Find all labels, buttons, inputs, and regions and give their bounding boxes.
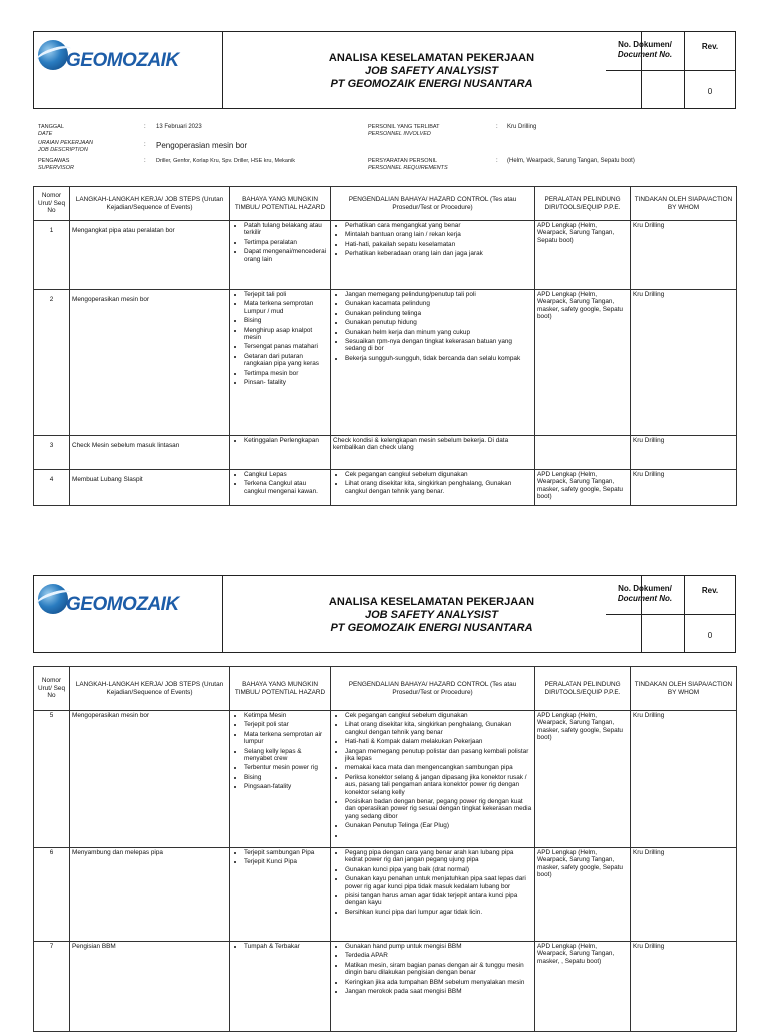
action-by: Kru Drilling (631, 848, 737, 942)
control-item: • Perhatikan cara mengangkat yang benar (345, 222, 532, 229)
jsa-page-1 (33, 31, 736, 511)
jsa-table-2 (33, 666, 737, 1032)
hazard-control (331, 221, 535, 290)
job-step: Mengoperasikan mesin bor (70, 711, 230, 848)
control-item: • Terdedia APAR (345, 952, 532, 959)
control-item: • Bersihkan kunci pipa dari lumpur agar tidak licin. (345, 909, 532, 916)
hazard-list (232, 437, 328, 444)
hazard-item: • Tersengat panas matahari (244, 343, 328, 350)
ppe: APD Lengkap (Helm, Wearpack, Sarung Tangan, masker, safety google, Sepatu boot) (535, 711, 631, 848)
col-header-seq-no: Nomor Urut/ Seq No (34, 187, 70, 221)
revision-label: Rev. (701, 586, 719, 595)
hazard-control (331, 290, 535, 436)
revision-value: 0 (707, 87, 713, 96)
personil-label: PERSONIL YANG TERLIBAT PERSONNEL INVOLVED (368, 124, 440, 137)
hazard-item: • Pingsaan-fatality (244, 783, 328, 790)
ppe: APD Lengkap (Helm, Wearpack, Sarung Tangan, masker, , Sepatu boot) (535, 942, 631, 1032)
hazard-item: • Terbentur mesin power rig (244, 764, 328, 771)
hazard-item: • Bising (244, 317, 328, 324)
action-by: Kru Drilling (631, 221, 737, 290)
control-item: • Gunakan Penutup Telinga (Ear Plug) (345, 822, 532, 829)
hazard-list (232, 849, 328, 866)
hazard-item: • Mata terkena semprotan Lumpur / mud (244, 300, 328, 315)
control-item: • Jangan memegang penutup polistar dan pasang kembali polistar jika lepas (345, 748, 532, 763)
ppe: APD Lengkap (Helm, Wearpack, Sarung Tangan, masker, safety google, Sepatu boot) (535, 470, 631, 506)
hazard-list (232, 291, 328, 386)
control-item: • Gunakan kayu penahan untuk menjatuhkan pipa saat lepas dari power rig agar kunci pipa tidak masuk kedalam lubang bor (345, 875, 532, 890)
potential-hazard (230, 221, 331, 290)
job-step: Menyambung dan melepas pipa (70, 848, 230, 942)
title-line-2: JOB SAFETY ANALYSIST (364, 609, 499, 621)
control-text: Check kondisi & kelengkapan mesin sebelum bekerja. Di data kembalikan dan check ulang (333, 437, 509, 452)
control-item: • Gunakan pelindung telinga (345, 310, 532, 317)
hazard-item: • Cangkul Lepas (244, 471, 328, 478)
control-item: • Sesuaikan rpm-nya dengan tingkat kekerasan batuan yang sedang di bor (345, 338, 532, 353)
hazard-item: • Patah tulang belakang atau terkilir (244, 222, 328, 237)
table-row (34, 942, 737, 1032)
hazard-item: • Tertimpa mesin bor (244, 370, 328, 377)
action-by: Kru Drilling (631, 711, 737, 848)
seq-number: 2 (34, 290, 70, 436)
document-number-cell (606, 576, 685, 652)
control-item: • Gunakan hand pump untuk mengisi BBM (345, 943, 532, 950)
control-item: • Cek pegangan cangkul sebelum digunakan (345, 712, 532, 719)
ppe: APD Lengkap (Helm, Wearpack, Sarung Tangan, Sepatu boot) (535, 221, 631, 290)
hazard-list (232, 471, 328, 495)
title-line-3: PT GEOMOZAIK ENERGI NUSANTARA (330, 78, 533, 90)
company-logo (34, 32, 223, 108)
potential-hazard (230, 470, 331, 506)
document-title (222, 32, 642, 108)
revision-cell (684, 576, 736, 652)
control-item: • Gunakan penutup hidung (345, 319, 532, 326)
revision-cell (684, 32, 736, 108)
persyaratan-label: PERSYARATAN PERSONIL PERSONNEL REQUIREMENTS (368, 158, 448, 171)
hazard-item: • Terjepit sambungan Pipa (244, 849, 328, 856)
document-header (33, 31, 736, 109)
potential-hazard (230, 711, 331, 848)
hazard-item: • Tumpah & Terbakar (244, 943, 328, 950)
table-row (34, 436, 737, 470)
hazard-list (232, 222, 328, 263)
hazard-control (331, 848, 535, 942)
hazard-item: • Pinsan- fatality (244, 379, 328, 386)
control-item: • Gunakan helm kerja dan minum yang cukup (345, 329, 532, 336)
action-by: Kru Drilling (631, 942, 737, 1032)
table-row (34, 290, 737, 436)
hazard-item: • Ketimpa Mesin (244, 712, 328, 719)
document-title (222, 576, 642, 652)
document-number-label: No. Dokumen/ Document No. (617, 584, 673, 603)
personil-value: Kru Drilling (507, 124, 537, 130)
control-item (345, 832, 532, 839)
potential-hazard (230, 290, 331, 436)
control-list (333, 291, 532, 362)
document-number-cell (606, 32, 685, 108)
document-number-label: No. Dokumen/ Document No. (617, 40, 673, 59)
col-header-hazard-control: PENGENDALIAN BAHAYA/ HAZARD CONTROL (Tes atau Prosedur/Test or Procedure) (331, 187, 535, 221)
tanggal-colon: : (144, 124, 146, 130)
control-item: • Posisikan badan dengan benar, pegang power rig dengan kuat dan operasikan power rig sesuai dengan tingkat kekerasan media yang sedang dibor (345, 798, 532, 820)
control-item: • Pegang pipa dengan cara yang benar arah kan lubang pipa kedrat power rig dan jangan pegang ujung pipa (345, 849, 532, 864)
hazard-item: • Ketinggalan Perlengkapan (244, 437, 328, 444)
tanggal-label: TANGGAL DATE (38, 124, 64, 137)
persyaratan-colon: : (496, 158, 498, 164)
control-list (333, 943, 532, 995)
hazard-control (331, 711, 535, 848)
ppe: APD Lengkap (Helm, Wearpack, Sarung Tangan, masker, safety google, Sepatu boot) (535, 290, 631, 436)
hazard-item: • Bising (244, 774, 328, 781)
uraian-value: Pengoperasian mesin bor (156, 141, 248, 150)
document-header (33, 575, 736, 653)
ppe: APD Lengkap (Helm, Wearpack, Sarung Tangan, masker, safety google, Sepatu boot) (535, 848, 631, 942)
hazard-item: • Selang kelly lepas & menyabet crew (244, 748, 328, 763)
tanggal-value: 13 Februari 2023 (156, 124, 202, 130)
action-by: Kru Drilling (631, 470, 737, 506)
control-item: • Hati-hati, pakailah sepatu keselamatan (345, 241, 532, 248)
revision-value: 0 (707, 631, 713, 640)
hazard-item: • Getaran dari putaran rangkaian pipa yang keras (244, 353, 328, 368)
hazard-item: • Terjepit poli star (244, 721, 328, 728)
control-item: • Keringkan jika ada tumpahan BBM sebelum menyalakan mesin (345, 979, 532, 986)
col-header-ppe: PERALATAN PELINDUNG DIRI/TOOLS/EQUIP P.P.E. (535, 667, 631, 711)
uraian-colon: : (144, 142, 146, 148)
col-header-ppe: PERALATAN PELINDUNG DIRI/TOOLS/EQUIP P.P.E. (535, 187, 631, 221)
title-line-1: ANALISA KESELAMATAN PEKERJAAN (328, 52, 535, 64)
control-item: • Cek pegangan cangkul sebelum digunakan (345, 471, 532, 478)
job-step: Membuat Lubang Slaspit (70, 470, 230, 506)
seq-number: 6 (34, 848, 70, 942)
col-header-action-by: TINDAKAN OLEH SIAPA/ACTION BY WHOM (631, 187, 737, 221)
control-list (333, 849, 532, 916)
hazard-control (331, 436, 535, 470)
control-item: • Mintalah bantuan orang lain / rekan kerja (345, 231, 532, 238)
hazard-item: • Terkena Cangkul atau cangkul mengenai kawan. (244, 480, 328, 495)
control-item: • Gunakan kunci pipa yang baik (drat normal) (345, 866, 532, 873)
seq-number: 3 (34, 436, 70, 470)
jsa-page-2 (33, 575, 736, 1024)
table-row (34, 470, 737, 506)
control-item: • Hati-hati & Kompak dalam melakukan Pekerjaan (345, 738, 532, 745)
hazard-item: • Dapat mengenai/mencederai orang lain (244, 248, 328, 263)
col-header-job-steps: LANGKAH-LANGKAH KERJA/ JOB STEPS (Urutan Kejadian/Sequence of Events) (70, 667, 230, 711)
control-list (333, 222, 532, 258)
control-item: • Lihat orang disekitar kita, singkirkan penghalang, Gunakan cangkul dengan tehnik yang benar (345, 721, 532, 736)
hazard-list (232, 712, 328, 791)
table-row (34, 221, 737, 290)
company-logo (34, 576, 223, 652)
jsa-table-1 (33, 186, 737, 506)
pengawas-colon: : (144, 158, 146, 164)
persyaratan-value: (Helm, Wearpack, Sarung Tangan, Sepatu boot) (507, 158, 635, 164)
seq-number: 1 (34, 221, 70, 290)
job-step: Mengoperasikan mesin bor (70, 290, 230, 436)
table-row (34, 848, 737, 942)
job-step: Check Mesin sebelum masuk lintasan (70, 436, 230, 470)
control-item: • Matikan mesin, siram bagian panas dengan air & tunggu mesin dingin baru dilakukan pengisian dengan benar (345, 962, 532, 977)
title-line-2: JOB SAFETY ANALYSIST (364, 65, 499, 77)
hazard-item: • Terjepit Kunci Pipa (244, 858, 328, 865)
hazard-item: • Mata terkena semprotan air lumpur (244, 731, 328, 746)
control-item: • pisisi tangan harus aman agar tidak terjepit antara kunci pipa dengan kayu (345, 892, 532, 907)
pengawas-value: Driller, Genfor, Korlap Kru, Spv. Driller, HSE kru, Mekanik (156, 158, 295, 164)
col-header-potential-hazard: BAHAYA YANG MUNGKIN TIMBUL/ POTENTIAL HAZARD (230, 667, 331, 711)
potential-hazard (230, 436, 331, 470)
col-header-hazard-control: PENGENDALIAN BAHAYA/ HAZARD CONTROL (Tes atau Prosedur/Test or Procedure) (331, 667, 535, 711)
hazard-item: • Terjepit tali poli (244, 291, 328, 298)
hazard-item: • Tertimpa peralatan (244, 239, 328, 246)
control-item: • Jangan memegang pelindung/penutup tali poli (345, 291, 532, 298)
action-by: Kru Drilling (631, 436, 737, 470)
control-list (333, 471, 532, 495)
seq-number: 5 (34, 711, 70, 848)
control-item: • Bekerja sungguh-sungguh, tidak bercanda dan selalu kompak (345, 355, 532, 362)
col-header-job-steps: LANGKAH-LANGKAH KERJA/ JOB STEPS (Urutan Kejadian/Sequence of Events) (70, 187, 230, 221)
revision-label: Rev. (701, 42, 719, 51)
title-line-3: PT GEOMOZAIK ENERGI NUSANTARA (330, 622, 533, 634)
potential-hazard (230, 942, 331, 1032)
pengawas-label: PENGAWAS SUPERVISOR (38, 158, 74, 171)
action-by: Kru Drilling (631, 290, 737, 436)
job-step: Mengangkat pipa atau peralatan bor (70, 221, 230, 290)
hazard-control (331, 470, 535, 506)
control-item: • Periksa konektor selang & jangan dipasang jika konektor rusak / aus, pasang tali pengaman antara konektor power rig dengan konektor selang kelly (345, 774, 532, 796)
seq-number: 4 (34, 470, 70, 506)
hazard-control (331, 942, 535, 1032)
control-item: • Perhatikan keberadaan orang lain dan jaga jarak (345, 250, 532, 257)
control-list (333, 712, 532, 839)
seq-number: 7 (34, 942, 70, 1032)
control-item: • Jangan merokok pada saat mengisi BBM (345, 988, 532, 995)
col-header-action-by: TINDAKAN OLEH SIAPA/ACTION BY WHOM (631, 667, 737, 711)
control-item: • Lihat orang disekitar kita, singkirkan penghalang, Gunakan cangkul dengan tehnik yang benar. (345, 480, 532, 495)
control-item: • memakai kaca mata dan mengencangkan sambungan pipa (345, 764, 532, 771)
col-header-seq-no: Nomor Urut/ Seq No (34, 667, 70, 711)
potential-hazard (230, 848, 331, 942)
col-header-potential-hazard: BAHAYA YANG MUNGKIN TIMBUL/ POTENTIAL HAZARD (230, 187, 331, 221)
control-item: • Gunakan kacamata pelindung (345, 300, 532, 307)
table-row (34, 711, 737, 848)
ppe (535, 436, 631, 470)
company-name: GEOMOZAIK (66, 50, 179, 71)
job-step: Pengisian BBM (70, 942, 230, 1032)
company-name: GEOMOZAIK (66, 594, 179, 615)
uraian-label: URAIAN PEKERJAAN JOB DESCRIPTION (38, 140, 94, 153)
hazard-list (232, 943, 328, 950)
personil-colon: : (496, 124, 498, 130)
hazard-item: • Menghirup asap knalpot mesin (244, 327, 328, 342)
title-line-1: ANALISA KESELAMATAN PEKERJAAN (328, 596, 535, 608)
